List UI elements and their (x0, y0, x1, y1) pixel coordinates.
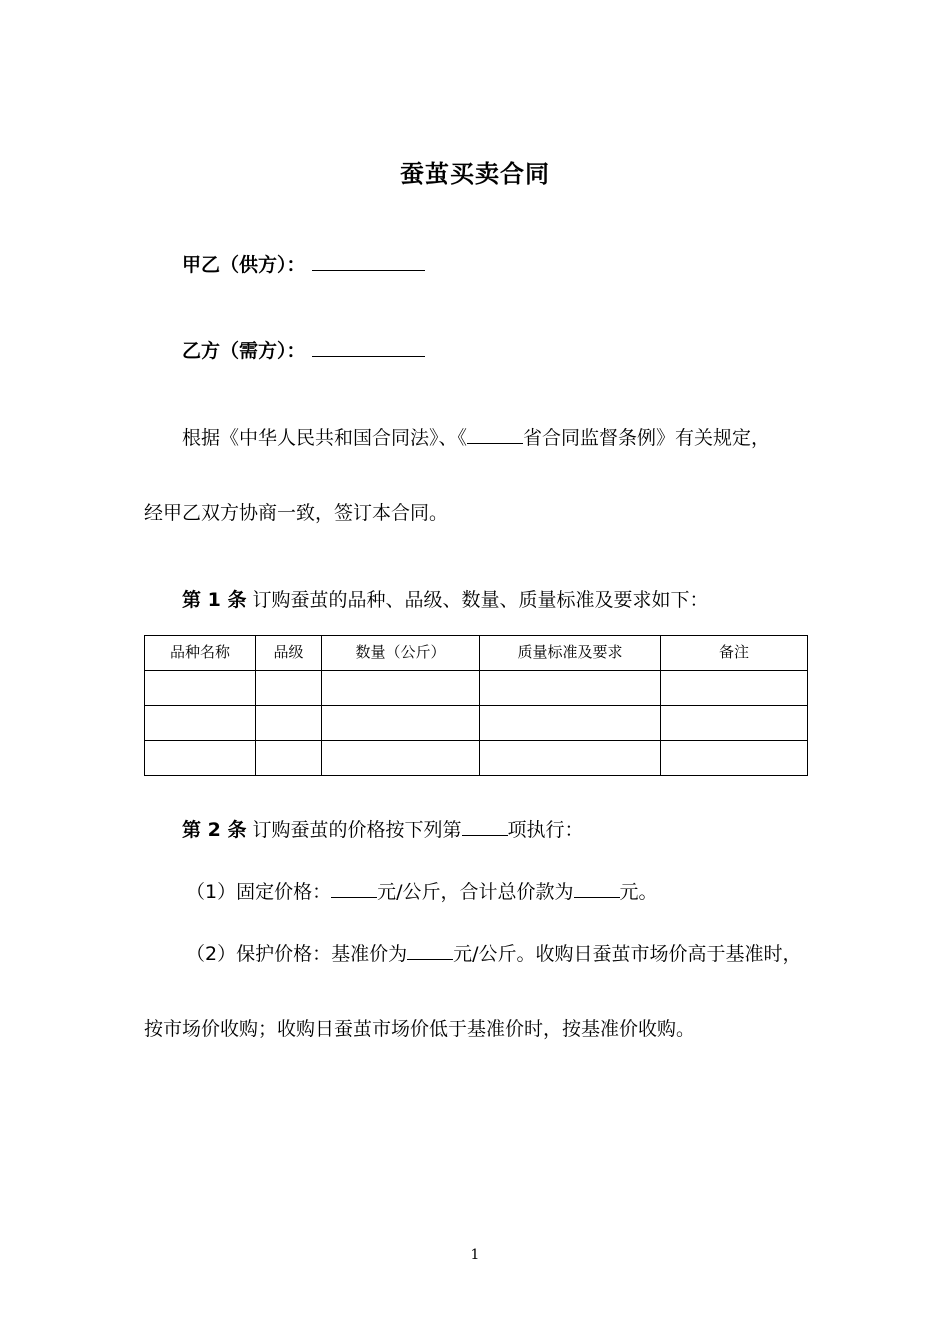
page-number: 1 (470, 1247, 480, 1263)
option-1-suffix: 元。 (619, 881, 658, 903)
preamble-suffix: 省合同监督条例》有关规定， (523, 427, 771, 449)
table-cell[interactable] (661, 706, 808, 741)
party-a-blank[interactable] (312, 252, 425, 271)
header-variety: 品种名称 (145, 636, 256, 671)
table-cell[interactable] (322, 671, 480, 706)
base-price-blank[interactable] (407, 941, 453, 960)
table-cell[interactable] (661, 671, 808, 706)
spec-table (144, 635, 808, 776)
table-header-row (145, 636, 808, 671)
option-2-line-2: 按市场价收购；收购日蚕茧市场价低于基准价时，按基准价收购。 (144, 1018, 696, 1040)
table-cell[interactable] (256, 671, 322, 706)
preamble-prefix: 根据《中华人民共和国合同法》、《 (182, 427, 468, 449)
article-2-label: 第 2 条 (182, 819, 247, 841)
party-a-label: 甲乙（供方）： (182, 254, 306, 276)
total-price-blank[interactable] (574, 879, 620, 898)
party-b-line (182, 338, 425, 364)
province-blank[interactable] (467, 425, 523, 444)
option-1-prefix: （1）固定价格： (186, 881, 332, 903)
option-choice-blank[interactable] (462, 817, 508, 836)
table-cell[interactable] (480, 741, 661, 776)
option-1-mid: 元/公斤，合计总价款为 (377, 881, 574, 903)
option-2-suffix: 元/公斤。收购日蚕茧市场价高于基准时， (453, 943, 802, 965)
header-quality: 质量标准及要求 (480, 636, 661, 671)
fixed-price-blank[interactable] (331, 879, 377, 898)
article-1-text: 订购蚕茧的品种、品级、数量、质量标准及要求如下： (252, 589, 709, 611)
preamble-line-1 (182, 425, 770, 451)
table-cell[interactable] (256, 706, 322, 741)
article-2-prefix: 订购蚕茧的价格按下列第 (252, 819, 462, 841)
table-cell[interactable] (480, 706, 661, 741)
party-b-blank[interactable] (312, 338, 425, 357)
article-2-suffix: 项执行： (507, 819, 584, 841)
option-2-line (186, 941, 802, 967)
preamble-line-2: 经甲乙双方协商一致，签订本合同。 (144, 502, 449, 524)
table-cell[interactable] (256, 741, 322, 776)
table-cell[interactable] (145, 706, 256, 741)
table-cell[interactable] (322, 706, 480, 741)
option-2-prefix: （2）保护价格：基准价为 (186, 943, 408, 965)
document-title: 蚕茧买卖合同 (400, 159, 550, 188)
article-1-line (182, 587, 709, 613)
table-row (145, 671, 808, 706)
table-cell[interactable] (145, 741, 256, 776)
header-quantity: 数量（公斤） (322, 636, 480, 671)
article-2-line (182, 817, 584, 843)
table-row (145, 741, 808, 776)
table-row (145, 706, 808, 741)
option-1-line (186, 879, 658, 905)
article-1-label: 第 1 条 (182, 589, 247, 611)
header-remarks: 备注 (661, 636, 808, 671)
table-cell[interactable] (661, 741, 808, 776)
table-cell[interactable] (145, 671, 256, 706)
party-b-label: 乙方（需方）： (182, 340, 306, 362)
table-cell[interactable] (322, 741, 480, 776)
party-a-line (182, 252, 425, 278)
header-grade: 品级 (256, 636, 322, 671)
table-cell[interactable] (480, 671, 661, 706)
